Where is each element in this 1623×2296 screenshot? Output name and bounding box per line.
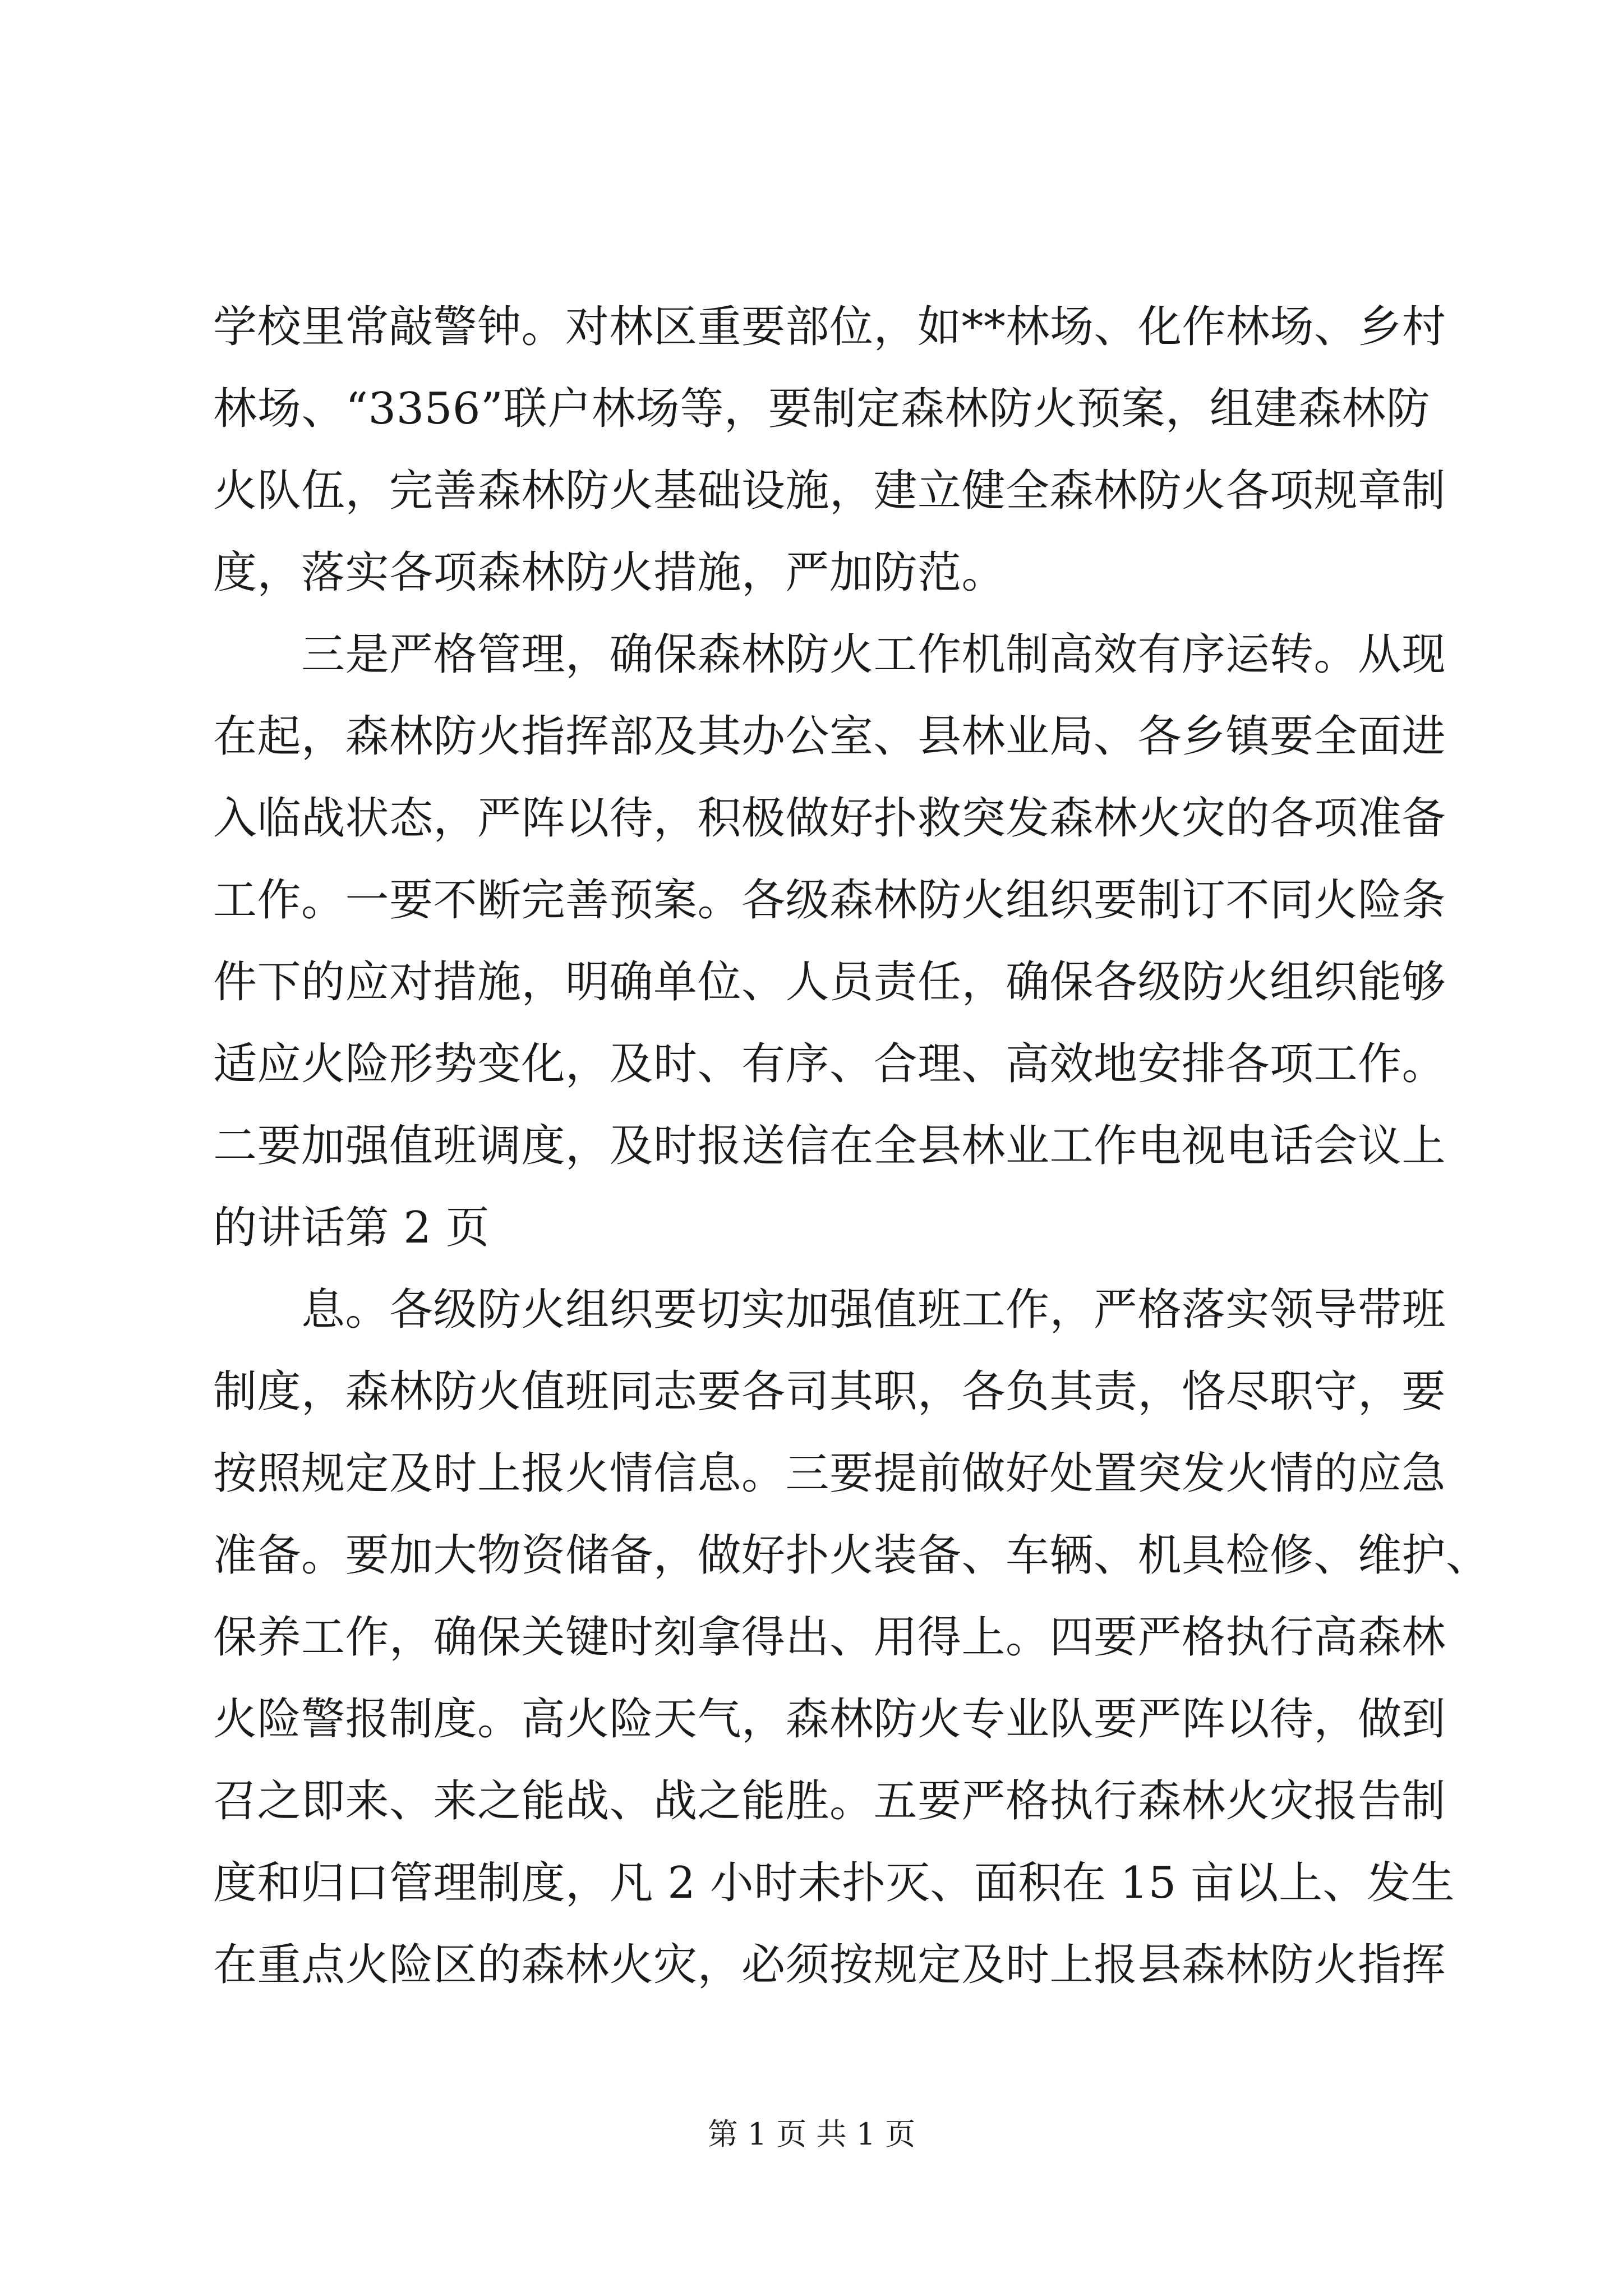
text-line: 制度，森林防火值班同志要各司其职，各负其责，恪尽职守，要 (213, 1366, 1446, 1417)
text-line: 二要加强值班调度，及时报送信在全县林业工作电视电话会议上 (213, 1121, 1446, 1171)
text-line: 件下的应对措施，明确单位、人员责任，确保各级防火组织能够 (213, 957, 1446, 1007)
text-line: 准备。要加大物资储备，做好扑火装备、车辆、机具检修、维护、 (213, 1530, 1490, 1581)
text-line: 三是严格管理，确保森林防火工作机制高效有序运转。从现 (213, 629, 1446, 680)
text-line: 度和归口管理制度，凡 2 小时未扑灭、面积在 15 亩以上、发生 (213, 1858, 1455, 1908)
text-line: 在起，森林防火指挥部及其办公室、县林业局、各乡镇要全面进 (213, 711, 1446, 762)
text-line: 按照规定及时上报火情信息。三要提前做好处置突发火情的应急 (213, 1448, 1446, 1499)
text-line: 适应火险形势变化，及时、有序、合理、高效地安排各项工作。 (213, 1039, 1446, 1089)
text-line: 工作。一要不断完善预案。各级森林防火组织要制订不同火险条 (213, 875, 1446, 926)
page-footer: 第 1 页 共 1 页 (707, 2116, 916, 2152)
text-line: 保养工作，确保关键时刻拿得出、用得上。四要严格执行高森林 (213, 1612, 1446, 1663)
text-line: 在重点火险区的森林火灾，必须按规定及时上报县森林防火指挥 (213, 1940, 1446, 1990)
text-line: 林场、“3356”联户林场等，要制定森林防火预案，组建森林防 (213, 384, 1430, 434)
text-line: 的讲话第 2 页 (213, 1203, 490, 1253)
text-line: 入临战状态，严阵以待，积极做好扑救突发森林火灾的各项准备 (213, 793, 1446, 844)
text-line: 学校里常敲警钟。对林区重要部位，如**林场、化作林场、乡村 (213, 302, 1446, 352)
text-line: 火险警报制度。高火险天气，森林防火专业队要严阵以待，做到 (213, 1694, 1446, 1745)
text-line: 火队伍，完善森林防火基础设施，建立健全森林防火各项规章制 (213, 466, 1446, 516)
text-line: 息。各级防火组织要切实加强值班工作，严格落实领导带班 (213, 1285, 1446, 1335)
text-line: 度，落实各项森林防火措施，严加防范。 (213, 547, 1006, 598)
text-line: 召之即来、来之能战、战之能胜。五要严格执行森林火灾报告制 (213, 1776, 1446, 1826)
document-body (213, 286, 1490, 2006)
